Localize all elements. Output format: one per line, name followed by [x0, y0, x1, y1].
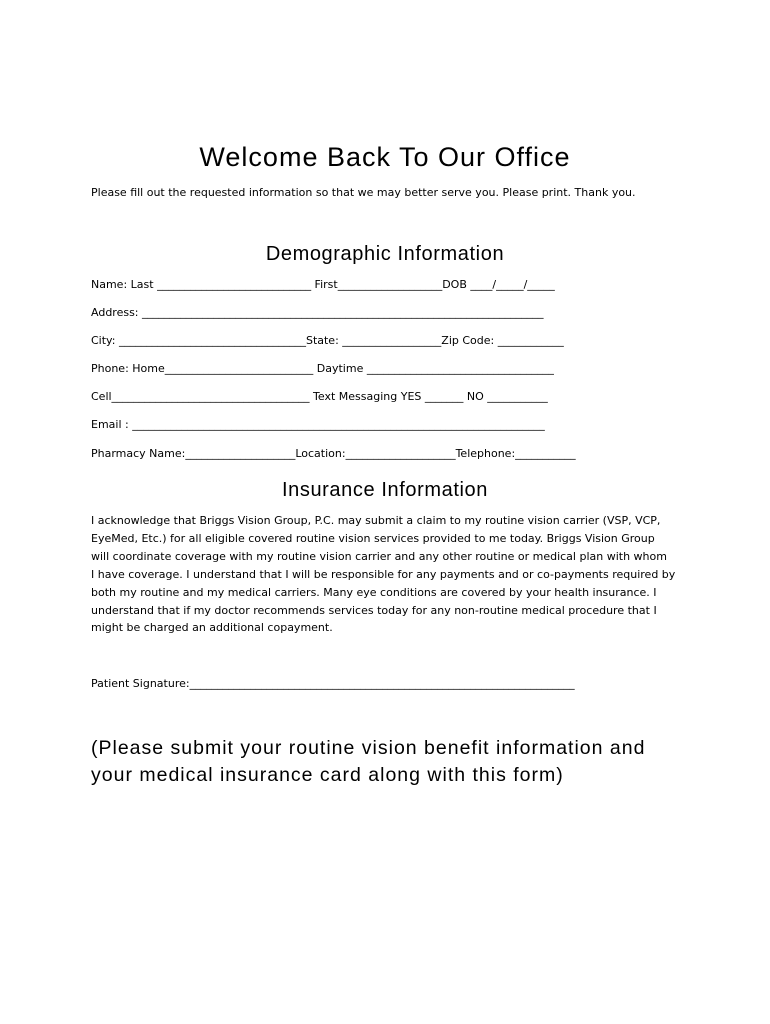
page-title: Welcome Back To Our Office	[199, 142, 571, 172]
address-field-line[interactable]: Address: _________________________________________________________________________	[91, 306, 544, 319]
insurance-heading: Insurance Information	[281, 479, 489, 501]
paragraph-line: I have coverage. I understand that I will be responsible for any payments and or co-payments required by	[91, 567, 676, 581]
cell-text-messaging-field-line[interactable]: Cell____________________________________ Text Messaging YES _______ NO ___________	[91, 390, 548, 403]
demographic-heading: Demographic Information	[265, 243, 505, 265]
paragraph-line: understand that if my doctor recommends services today for any non-routine medical procedure that I	[91, 603, 657, 617]
name-dob-field-line[interactable]: Name: Last ____________________________ First___________________DOB ____/_____/_____	[91, 278, 555, 291]
paragraph-line: EyeMed, Etc.) for all eligible covered routine vision services provided to me today. Briggs Vision Group	[91, 531, 655, 545]
insurance-paragraph	[91, 512, 691, 637]
closing-line: your medical insurance card along with this form)	[91, 764, 564, 786]
intro-text: Please fill out the requested information so that we may better serve you. Please print. Thank you.	[91, 186, 636, 199]
pharmacy-field-line[interactable]: Pharmacy Name:____________________Location:____________________Telephone:___________	[91, 447, 576, 460]
phone-field-line[interactable]: Phone: Home___________________________ Daytime __________________________________	[91, 362, 554, 375]
email-field-line[interactable]: Email : ___________________________________________________________________________	[91, 418, 545, 431]
paragraph-line: I acknowledge that Briggs Vision Group, P.C. may submit a claim to my routine vision carrier (VSP, VCP,	[91, 514, 661, 527]
closing-note	[91, 735, 645, 789]
city-state-zip-field-line[interactable]: City: __________________________________State: __________________Zip Code: ____________	[91, 334, 564, 347]
paragraph-line: both my routine and my medical carriers. Many eye conditions are covered by your health insurance. I	[91, 585, 657, 599]
paragraph-line: might be charged an additional copayment.	[91, 621, 333, 635]
closing-line: (Please submit your routine vision benefit information and	[91, 737, 646, 759]
patient-signature-field-line[interactable]: Patient Signature:______________________________________________________________________	[91, 677, 575, 690]
paragraph-line: will coordinate coverage with my routine vision carrier and any other routine or medical plan with whom	[91, 549, 667, 563]
